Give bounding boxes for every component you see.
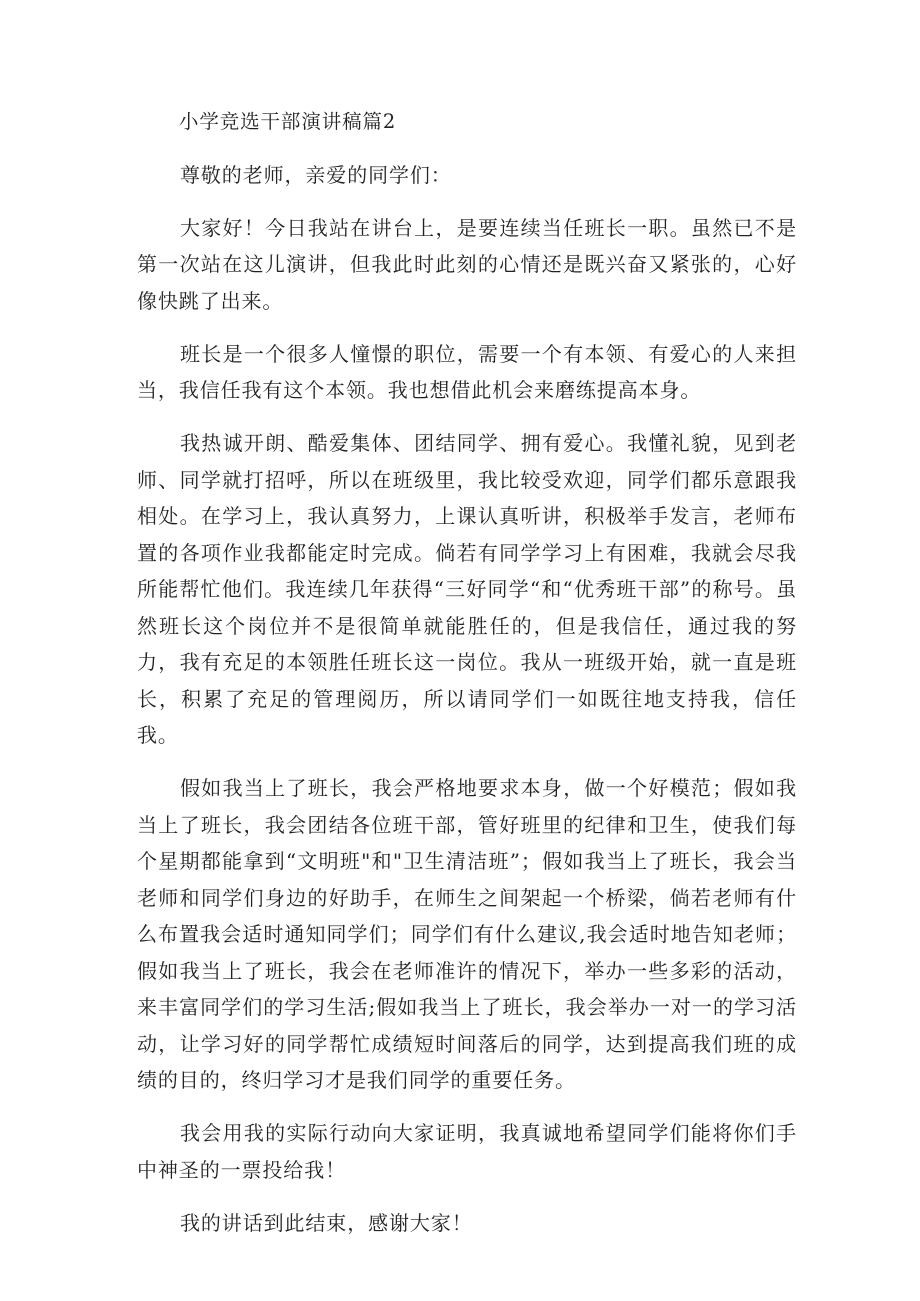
- body-paragraph-4: 假如我当上了班长，我会严格地要求本身，做一个好模范；假如我当上了班长，我会团结各位班干部，管好班里的纪律和卫生，使我们每个星期都能拿到“文明班"和"卫生清洁班”；假如我当上了班长，我会当老师和同学们身边的好助手，在师生之间架起一个桥梁，倘若老师有什么布置我会适时通知同学们；同学们有什么建议,我会适时地告知老师；假如我当上了班长，我会在老师准许的情况下，举办一些多彩的活动，来丰富同学们的学习生活;假如我当上了班长，我会举办一对一的学习活动，让学习好的同学帮忙成绩短时间落后的同学，达到提高我们班的成绩的目的，终归学习才是我们同学的重要任务。: [137, 776, 797, 1092]
- salutation-paragraph: 尊敬的老师，亲爱的同学们：: [180, 162, 452, 187]
- body-paragraph-2: 班长是一个很多人憧憬的职位，需要一个有本领、有爱心的人来担当，我信任我有这个本领。我也想借此机会来磨练提高本身。: [137, 341, 797, 402]
- body-paragraph-1: 大家好！今日我站在讲台上，是要连续当任班长一职。虽然已不是第一次站在这儿演讲，但我此时此刻的心情还是既兴奋又紧张的，心好像快跳了出来。: [137, 215, 797, 313]
- document-title: 小学竞选干部演讲稿篇2: [178, 110, 397, 133]
- body-paragraph-3: 我热诚开朗、酷爱集体、团结同学、拥有爱心。我懂礼貌，见到老师、同学就打招呼，所以在班级里，我比较受欢迎，同学们都乐意跟我相处。在学习上，我认真努力，上课认真听讲，积极举手发言，老师布置的各项作业我都能定时完成。倘若有同学学习上有困难，我就会尽我所能帮忙他们。我连续几年获得“三好同学“和“优秀班干部”的称号。虽然班长这个岗位并不是很简单就能胜任的，但是我信任，通过我的努力，我有充足的本领胜任班长这一岗位。我从一班级开始，就一直是班长，积累了充足的管理阅历，所以请同学们一如既往地支持我，信任我。: [137, 431, 797, 747]
- body-paragraph-5: 我会用我的实际行动向大家证明，我真诚地希望同学们能将你们手中神圣的一票投给我！: [137, 1121, 797, 1182]
- document-body: [137, 104, 797, 1258]
- closing-paragraph: 我的讲话到此结束，感谢大家！: [180, 1210, 473, 1235]
